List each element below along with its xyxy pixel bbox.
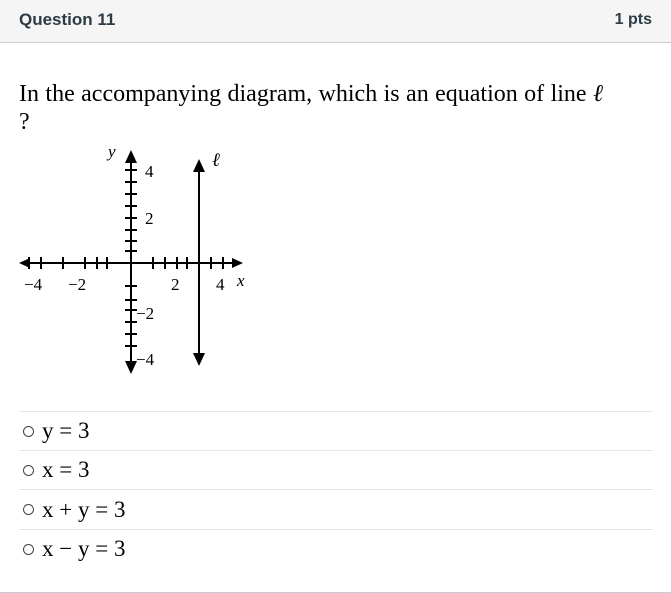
radio-button[interactable] (23, 426, 34, 437)
y-tick-label: 2 (145, 209, 154, 228)
question-header (0, 0, 671, 43)
coordinate-diagram (15, 140, 255, 380)
radio-button[interactable] (23, 465, 34, 476)
answer-label: x = 3 (42, 457, 90, 482)
answer-label: x − y = 3 (42, 536, 126, 561)
x-axis-left-arrow (19, 258, 30, 268)
x-tick-label: 2 (171, 275, 180, 294)
question-prompt (19, 80, 603, 136)
radio-button[interactable] (23, 544, 34, 555)
y-tick-label: −2 (136, 304, 155, 323)
prompt-end: ? (19, 109, 30, 135)
answer-option[interactable] (19, 411, 653, 450)
answer-option[interactable] (19, 450, 653, 489)
y-axis-label: y (108, 142, 116, 161)
line-l-up-arrow (193, 159, 205, 172)
x-tick-label: 4 (216, 275, 225, 294)
x-tick-label: −4 (24, 275, 43, 294)
y-axis-up-arrow (125, 150, 137, 163)
line-symbol: ℓ (593, 81, 603, 107)
x-axis-right-arrow (232, 258, 243, 268)
x-tick-label: −2 (68, 275, 87, 294)
line-l-label: ℓ (212, 150, 220, 171)
y-tick-label: −4 (136, 350, 155, 369)
y-tick-label: 4 (145, 162, 154, 181)
line-l-down-arrow (193, 353, 205, 366)
answer-option[interactable] (19, 489, 653, 529)
answer-list (19, 411, 653, 568)
radio-button[interactable] (23, 504, 34, 515)
x-axis-label: x (237, 271, 245, 290)
answer-option[interactable] (19, 529, 653, 568)
prompt-text: In the accompanying diagram, which is an equation of line (19, 81, 593, 107)
answer-label: x + y = 3 (42, 496, 126, 522)
answer-label: y = 3 (42, 418, 90, 443)
question-title: Question 11 (19, 10, 116, 29)
question-points: 1 pts (614, 11, 652, 28)
